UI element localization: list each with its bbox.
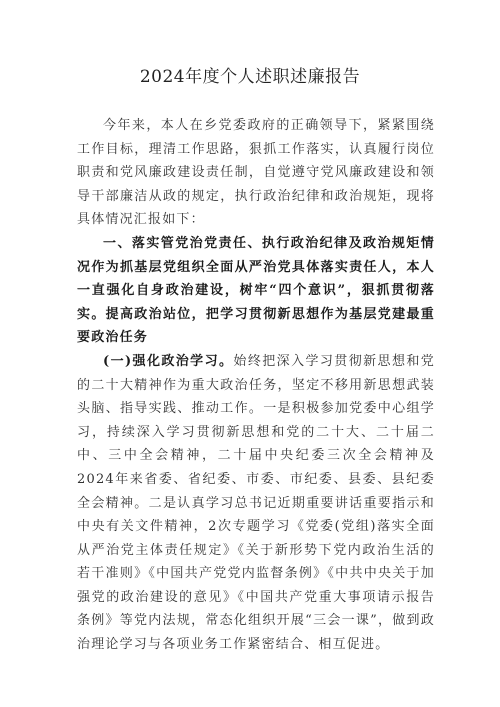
subsection-text: 始终把深入学习贯彻新思想和党的二十大精神作为重大政治任务，坚定不移用新思想武装头脑、指导实践、推动工作。一是积极参加党委中心组学习，持续深入学习贯彻新思想和党的二十大、二十届二中、三中全会精神，二十届中央纪委三次全会精神及2024年来省委、省纪委、市委、市纪委、县委、县纪委全会精神。二是认真学习总书记近期重要讲话重要指示和中央有关文件精神，2次专题学习《党委(党组)落实全面从严治党主体责任规定》《关于新形势下党内政治生活的若干准则》《中国共产党党内监督条例》《中共中央关于加强党的政治建设的意见》《中国共产党重大事项请示报告条例》等党内法规，常态化组织开展“三会一课”，做到政治理论学习与各项业务工作紧密结合、相互促进。 <box>77 353 435 653</box>
subsection-paragraph <box>77 350 435 657</box>
intro-paragraph: 今年来，本人在乡党委政府的正确领导下，紧紧围绕工作目标，理清工作思路，狠抓工作落实，认真履行岗位职责和党风廉政建设责任制，自觉遵守党风廉政建设和领导干部廉洁从政的规定，执行政治纪律和政治规矩，现将具体情况汇报如下： <box>77 118 435 228</box>
subsection-label: (一)强化政治学习。 <box>103 353 234 369</box>
document-title: 2024年度个人述职述廉报告 <box>139 67 361 87</box>
section-heading: 一、落实管党治党责任、执行政治纪律及政治规矩情况作为抓基层党组织全面从严治党具体落实责任人，本人一直强化自身政治建设，树牢“四个意识”，狠抓贯彻落实。提高政治站位，把学习贯彻新思想作为基层党建最重要政治任务 <box>77 235 435 346</box>
document-body <box>77 114 435 657</box>
